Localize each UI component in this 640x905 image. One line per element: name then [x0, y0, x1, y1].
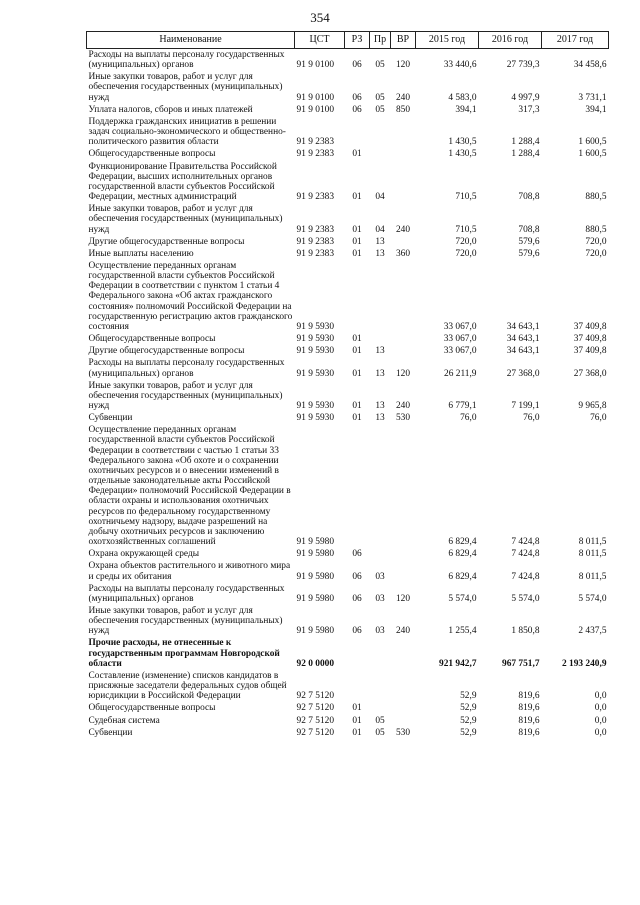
header-pr: Пр: [370, 32, 391, 49]
cell-rz: 01: [352, 346, 362, 357]
cell-pr: [370, 424, 391, 548]
cell-2016: 7 424,8: [511, 537, 540, 548]
cell-rz: [345, 637, 370, 669]
cell-2015: 52,9: [460, 691, 477, 702]
cell-2016: 1 850,8: [511, 626, 540, 637]
cell-pr: 13: [375, 368, 385, 379]
cell-2015: 720,0: [455, 248, 477, 259]
table-row: [87, 203, 609, 235]
cell-rz: 01: [352, 703, 362, 714]
cell-2017: 720,0: [585, 248, 607, 259]
cell-2017: 9 965,8: [578, 401, 607, 411]
cell-2017: 1 600,5: [578, 149, 607, 160]
cell-2017: 0,0: [594, 703, 607, 714]
cell-rz: 01: [352, 236, 362, 247]
cell-rz: 06: [352, 104, 362, 115]
cell-2015: 6 829,4: [448, 537, 477, 548]
cell-pr: 04: [375, 192, 385, 203]
cell-vr: [391, 161, 416, 204]
cell-rz: 01: [352, 192, 362, 203]
table-body: [87, 49, 609, 739]
cell-cst: 91 9 0100: [296, 92, 334, 103]
cell-pr: [370, 333, 391, 345]
cell-cst: 91 9 5980: [296, 626, 334, 637]
cell-2015: 6 829,4: [448, 571, 477, 582]
header-cst: ЦСТ: [295, 32, 345, 49]
cell-vr: 120: [395, 368, 411, 379]
cell-name: Другие общегосударственные вопросы: [88, 236, 245, 247]
cell-name: Осуществление переданных органам государственной власти субъектов Российской Федерации в соответствии с пунктом 1 статьи 4 Федерального закона «Об актах гражданского состояния» полномочий Российской Федерации на государственную регистрацию актов гражданского состояния: [88, 260, 293, 332]
cell-pr: [370, 702, 391, 714]
cell-rz: 01: [352, 224, 362, 235]
cell-2015: 33 067,0: [443, 334, 477, 345]
cell-2015: 33 067,0: [443, 346, 477, 357]
cell-2015: 26 211,9: [444, 368, 477, 379]
table-row: [87, 345, 609, 357]
cell-name: Расходы на выплаты персоналу государственных (муниципальных) органов: [88, 50, 285, 71]
header-rz: РЗ: [345, 32, 370, 49]
cell-cst: 91 9 5930: [296, 321, 334, 332]
cell-2015: 720,0: [455, 236, 477, 247]
cell-2015: 394,1: [455, 104, 477, 115]
cell-2015: 1 255,4: [448, 626, 477, 637]
table-row: [87, 357, 609, 379]
table-row: [87, 260, 609, 333]
cell-rz: [345, 260, 370, 333]
table-row: [87, 424, 609, 548]
cell-rz: 01: [352, 715, 362, 726]
cell-vr: [391, 424, 416, 548]
cell-name: Иные закупки товаров, работ и услуг для обеспечения государственных (муниципальных) нужд: [88, 72, 283, 103]
cell-name: Охрана окружающей среды: [88, 549, 200, 560]
cell-name: Общегосударственные вопросы: [88, 149, 216, 160]
table-row: [87, 49, 609, 72]
cell-2017: 8 011,5: [578, 549, 607, 560]
cell-name: Функционирование Правительства Российской Федерации, высших исполнительных органов государственной власти субъектов Российской Федерации, местных администраций: [88, 161, 277, 203]
cell-2017: 0,0: [594, 691, 607, 702]
cell-vr: 120: [395, 593, 411, 604]
cell-vr: [391, 116, 416, 148]
cell-2016: 819,6: [518, 703, 540, 714]
cell-2015: 1 430,5: [448, 149, 477, 160]
table-row: [87, 148, 609, 160]
cell-name: Охрана объектов растительного и животного мира и среды их обитания: [88, 561, 291, 582]
cell-2015: 5 574,0: [448, 593, 477, 604]
cell-cst: 92 7 5120: [296, 727, 334, 738]
cell-pr: 05: [375, 104, 385, 115]
cell-2015: 710,5: [455, 192, 477, 203]
cell-rz: 06: [352, 60, 362, 71]
cell-vr: 360: [395, 248, 411, 259]
cell-pr: [370, 548, 391, 560]
cell-name: Судебная система: [88, 715, 160, 726]
table-row: [87, 702, 609, 714]
cell-2016: 579,6: [518, 236, 540, 247]
cell-2017: 27 368,0: [573, 368, 607, 379]
cell-2016: 34 643,1: [506, 334, 540, 345]
cell-cst: 92 0 0000: [296, 658, 334, 669]
cell-cst: 91 9 2383: [296, 192, 334, 203]
cell-name: Общегосударственные вопросы: [88, 334, 216, 345]
cell-cst: 91 9 2383: [296, 137, 334, 148]
cell-2016: 579,6: [518, 248, 540, 259]
cell-name: Осуществление переданных органам государственной власти субъектов Российской Федерации в соответствии с частью 1 статьи 33 Федерального закона «Об охоте и о сохранении охотничьих ресурсов и о внесении изменений в отдельные законодательные акты Российской Федерации» полномочий Российской Федерации в области охраны и использования охотничьих ресурсов по федеральному государственному охотничьему надзору, выдаче разрешений на добычу охотничьих ресурсов и заключению охотхозяйственных соглашений: [88, 425, 291, 548]
cell-name: Прочие расходы, не отнесенные к государственным программам Новгородской области: [88, 638, 280, 669]
cell-2016: 317,3: [518, 104, 540, 115]
cell-cst: 91 9 5930: [296, 401, 334, 411]
cell-vr: 850: [395, 104, 411, 115]
cell-pr: 05: [375, 92, 385, 103]
cell-rz: 01: [352, 368, 362, 379]
cell-cst: 91 9 5930: [296, 346, 334, 357]
cell-vr: 530: [395, 727, 411, 738]
cell-cst: 91 9 5980: [296, 537, 334, 548]
cell-2016: 27 368,0: [506, 368, 540, 379]
cell-cst: 91 9 2383: [296, 248, 334, 259]
cell-pr: 03: [375, 593, 385, 604]
cell-2016: 819,6: [518, 727, 540, 738]
cell-2017: 5 574,0: [578, 593, 607, 604]
cell-2016: 7 199,1: [511, 401, 540, 411]
table-row: [87, 670, 609, 702]
cell-pr: [370, 260, 391, 333]
cell-rz: 06: [352, 571, 362, 582]
cell-rz: 01: [352, 727, 362, 738]
table-row: [87, 248, 609, 260]
cell-2015: 33 067,0: [443, 321, 477, 332]
cell-rz: 06: [352, 92, 362, 103]
cell-cst: 91 9 2383: [296, 149, 334, 160]
header-vr: ВР: [391, 32, 416, 49]
cell-rz: 01: [352, 248, 362, 259]
cell-name: Расходы на выплаты персоналу государственных (муниципальных) органов: [88, 583, 285, 604]
cell-vr: 240: [395, 401, 411, 411]
table-row: [87, 380, 609, 412]
cell-name: Составление (изменение) списков кандидатов в присяжные заседатели федеральных судов общей юрисдикции в Российской Федерации: [88, 670, 287, 702]
cell-name: Расходы на выплаты персоналу государственных (муниципальных) органов: [88, 358, 285, 379]
cell-name: Поддержка гражданских инициатив в решении задач социально-экономического и общественно-политического развития области: [88, 116, 286, 148]
cell-vr: [391, 702, 416, 714]
cell-2015: 710,5: [455, 224, 477, 235]
cell-cst: 91 9 5930: [296, 413, 334, 424]
cell-2016: 819,6: [518, 691, 540, 702]
cell-2016: 708,8: [518, 192, 540, 203]
cell-vr: [391, 637, 416, 669]
cell-2017: 34 458,6: [573, 60, 607, 71]
header-row: [87, 32, 609, 49]
cell-vr: [391, 236, 416, 248]
cell-rz: 01: [352, 149, 362, 160]
cell-cst: 91 9 5980: [296, 571, 334, 582]
cell-vr: [391, 670, 416, 702]
cell-2016: 34 643,1: [506, 346, 540, 357]
cell-2017: 2 193 240,9: [561, 658, 607, 669]
cell-rz: 01: [352, 413, 362, 424]
cell-pr: 03: [375, 626, 385, 637]
cell-pr: [370, 637, 391, 669]
cell-2016: 1 288,4: [511, 149, 540, 160]
cell-pr: 05: [375, 727, 385, 738]
cell-vr: 240: [395, 626, 411, 637]
cell-name: Иные выплаты населению: [88, 248, 194, 259]
cell-rz: 06: [352, 593, 362, 604]
cell-pr: 05: [375, 60, 385, 71]
cell-vr: 240: [395, 92, 411, 103]
table-row: [87, 104, 609, 116]
cell-vr: [391, 333, 416, 345]
cell-2017: 37 409,8: [573, 321, 607, 332]
cell-vr: 240: [395, 224, 411, 235]
cell-name: Субвенции: [88, 727, 133, 738]
cell-rz: 06: [352, 549, 362, 560]
cell-pr: 13: [375, 236, 385, 247]
cell-rz: 06: [352, 626, 362, 637]
cell-2017: 37 409,8: [573, 334, 607, 345]
cell-2016: 967 751,7: [502, 658, 540, 669]
cell-2016: 708,8: [518, 224, 540, 235]
cell-2015: 33 440,6: [443, 60, 477, 71]
cell-2015: 52,9: [460, 727, 477, 738]
cell-name: Уплата налогов, сборов и иных платежей: [88, 104, 253, 115]
cell-pr: 04: [375, 224, 385, 235]
table-row: [87, 236, 609, 248]
header-name: Наименование: [87, 32, 295, 49]
cell-vr: [391, 715, 416, 727]
cell-2017: 880,5: [585, 224, 607, 235]
cell-rz: [345, 670, 370, 702]
cell-2016: 27 739,3: [506, 60, 540, 71]
cell-vr: [391, 560, 416, 582]
cell-2017: 720,0: [585, 236, 607, 247]
header-2016: 2016 год: [479, 32, 542, 49]
cell-2017: 1 600,5: [578, 137, 607, 148]
cell-name: Общегосударственные вопросы: [88, 703, 216, 714]
cell-cst: 91 9 0100: [296, 104, 334, 115]
cell-name: Субвенции: [88, 413, 133, 424]
cell-name: Другие общегосударственные вопросы: [88, 346, 245, 357]
cell-2015: 4 583,0: [448, 92, 477, 103]
cell-2016: 5 574,0: [511, 593, 540, 604]
table-row: [87, 637, 609, 669]
cell-2015: 76,0: [460, 413, 477, 424]
header-2015: 2015 год: [416, 32, 479, 49]
cell-vr: [391, 345, 416, 357]
table-row: [87, 605, 609, 637]
cell-2017: 8 011,5: [578, 571, 607, 582]
cell-cst: 91 9 2383: [296, 236, 334, 247]
table-row: [87, 548, 609, 560]
cell-cst: 91 9 5980: [296, 593, 334, 604]
table-row: [87, 161, 609, 204]
cell-cst: 91 9 5930: [296, 334, 334, 345]
cell-pr: [370, 670, 391, 702]
table-row: [87, 583, 609, 605]
cell-2017: 0,0: [594, 715, 607, 726]
cell-rz: 01: [352, 334, 362, 345]
cell-cst: 91 9 5930: [296, 368, 334, 379]
cell-pr: 03: [375, 571, 385, 582]
cell-2017: 0,0: [594, 727, 607, 738]
cell-cst: 91 9 2383: [296, 224, 334, 235]
cell-2017: 3 731,1: [578, 92, 607, 103]
cell-pr: 13: [375, 248, 385, 259]
cell-name: Иные закупки товаров, работ и услуг для обеспечения государственных (муниципальных) нужд: [88, 605, 283, 637]
cell-2016: 76,0: [523, 413, 540, 424]
budget-table: [86, 31, 609, 739]
cell-2017: 394,1: [585, 104, 607, 115]
cell-pr: 13: [375, 401, 385, 411]
cell-vr: [391, 548, 416, 560]
table-row: [87, 71, 609, 103]
cell-2016: 4 997,9: [511, 92, 540, 103]
cell-vr: 120: [395, 60, 411, 71]
cell-2015: 6 779,1: [448, 401, 477, 411]
cell-2017: 880,5: [585, 192, 607, 203]
cell-2016: 819,6: [518, 715, 540, 726]
cell-rz: [345, 116, 370, 148]
cell-vr: [391, 260, 416, 333]
cell-pr: 13: [375, 346, 385, 357]
cell-pr: 13: [375, 413, 385, 424]
cell-cst: 91 9 0100: [296, 60, 334, 71]
table-row: [87, 412, 609, 424]
cell-2017: 76,0: [590, 413, 607, 424]
cell-cst: 91 9 5980: [296, 549, 334, 560]
cell-2015: 921 942,7: [439, 658, 477, 669]
cell-vr: 530: [395, 413, 411, 424]
cell-rz: 01: [352, 401, 362, 411]
cell-2016: 7 424,8: [511, 549, 540, 560]
table-row: [87, 560, 609, 582]
cell-cst: 92 7 5120: [296, 691, 334, 702]
cell-cst: 92 7 5120: [296, 715, 334, 726]
cell-name: Иные закупки товаров, работ и услуг для обеспечения государственных (муниципальных) нужд: [88, 380, 283, 411]
cell-2017: 37 409,8: [573, 346, 607, 357]
cell-rz: [345, 424, 370, 548]
cell-2016: 1 288,4: [511, 137, 540, 148]
table-row: [87, 116, 609, 148]
table-row: [87, 715, 609, 727]
cell-pr: [370, 116, 391, 148]
cell-2015: 6 829,4: [448, 549, 477, 560]
cell-pr: 05: [375, 715, 385, 726]
header-2017: 2017 год: [542, 32, 609, 49]
cell-2017: 2 437,5: [578, 626, 607, 637]
cell-2015: 1 430,5: [448, 137, 477, 148]
cell-cst: 92 7 5120: [296, 703, 334, 714]
cell-2016: 34 643,1: [506, 321, 540, 332]
table-row: [87, 727, 609, 739]
page-number: 354: [310, 10, 330, 25]
cell-2016: 7 424,8: [511, 571, 540, 582]
cell-2017: 8 011,5: [578, 537, 607, 548]
cell-pr: [370, 148, 391, 160]
cell-vr: [391, 148, 416, 160]
table-row: [87, 333, 609, 345]
cell-name: Иные закупки товаров, работ и услуг для обеспечения государственных (муниципальных) нужд: [88, 204, 283, 235]
cell-2015: 52,9: [460, 703, 477, 714]
cell-2015: 52,9: [460, 715, 477, 726]
